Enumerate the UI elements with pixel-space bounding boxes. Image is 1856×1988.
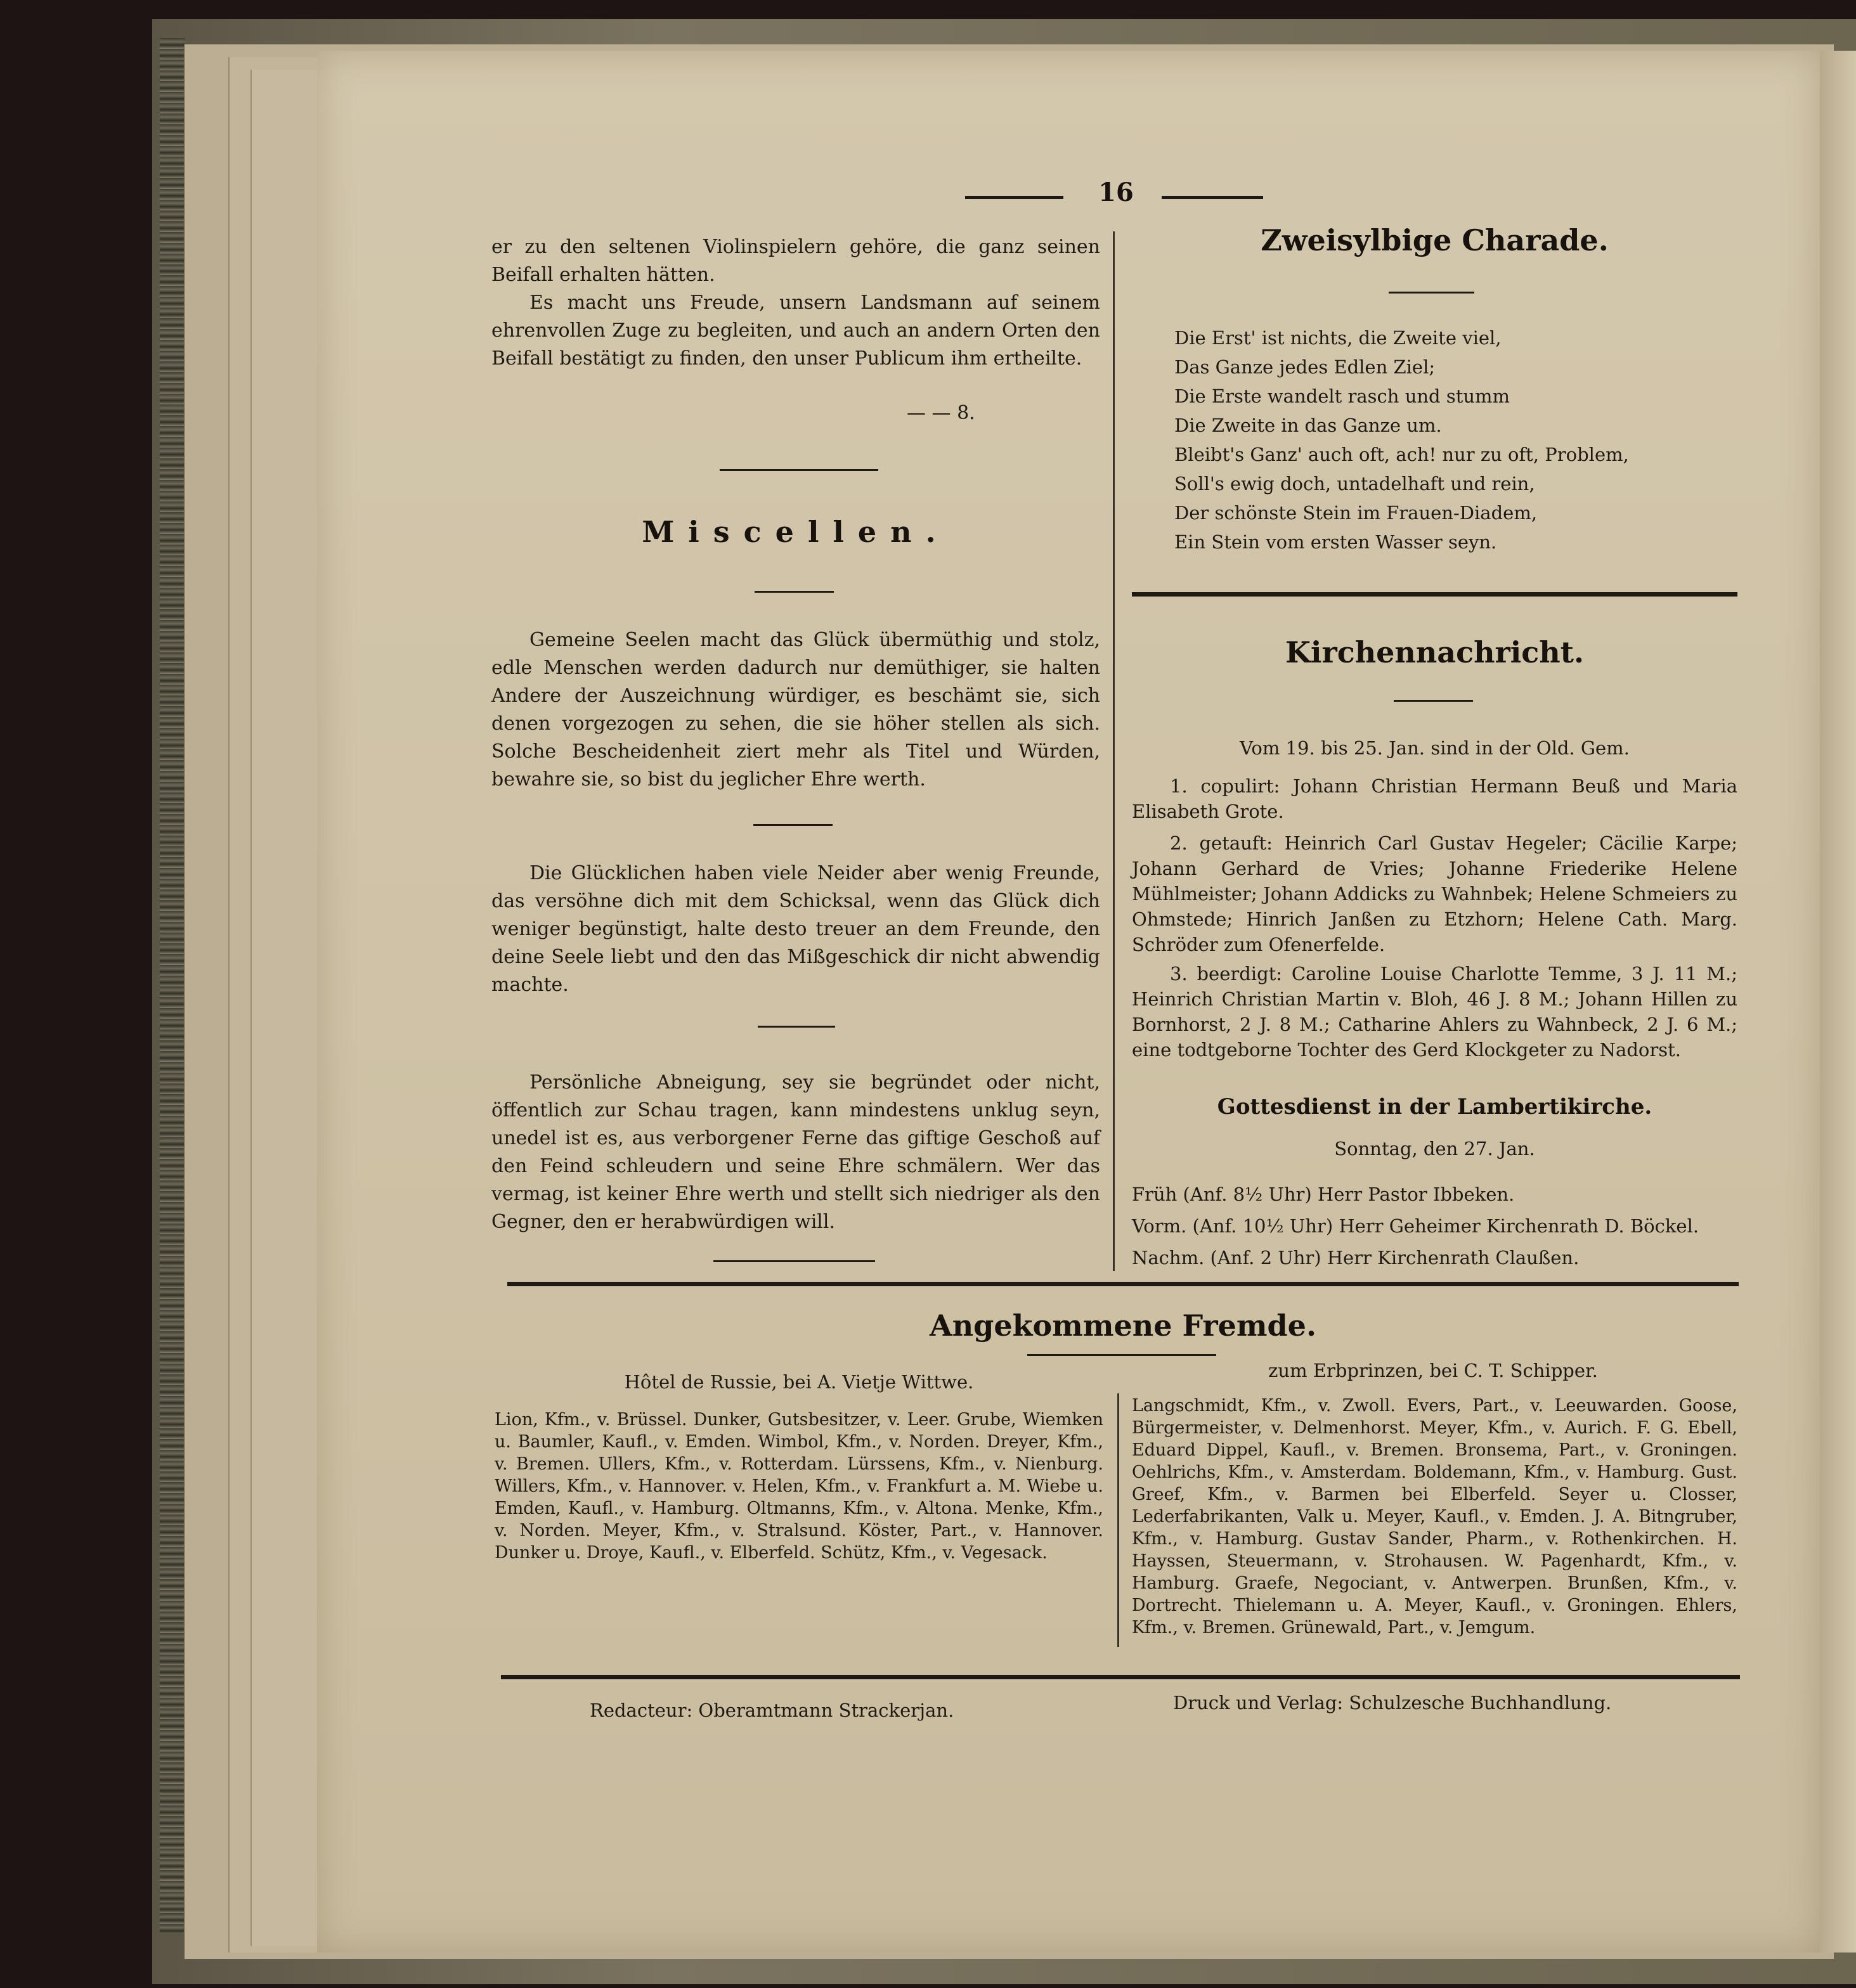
miscellen-heading: Miscellen. [642, 515, 950, 549]
kirchen-intro: Vom 19. bis 25. Jan. sind in der Old. Gem. [1240, 737, 1630, 759]
gottesdienst-date: Sonntag, den 27. Jan. [1334, 1138, 1535, 1159]
kirchen-entry-copulirt: 1. copulirt: Johann Christian Hermann Beuß und Maria Elisabeth Grote. [1132, 775, 1737, 822]
fremde-top-divider [507, 1282, 1739, 1286]
misc-paragraph-2: Die Glücklichen haben viele Neider aber wenig Freunde, das versöhne dich mit dem Schicksal, wenn das Glück dich weniger begünstigt, halte desto treuer an dem Freunde, den deine Seele liebt und den das Mißgeschick dir nicht abwendig machte. [491, 862, 1100, 996]
paragraph-separator [758, 1026, 835, 1028]
heading-underline [755, 591, 834, 593]
charade-line: Die Zweite in das Ganze um. [1174, 415, 1442, 436]
erbprinzen-guests: Langschmidt, Kfm., v. Zwoll. Evers, Part., v. Leeuwarden. Goose, Bürgermeister, v. Delmenhorst. Meyer, Kfm., v. Aurich. F. G. Ebell, Eduard Dippel, Kaufl., v. Bremen. Bronsema, Part., v. Groningen. Oehlrichs, Kfm., v. Amsterdam. Boldemann, Kfm., v. Hamburg. Gust. Greef, Kfm., v. Barmen bei Elberfeld. Seyer u. Closser, Lederfabrikanten, Valk u. Meyer, Kaufl., v. Emden. J. A. Bitngruber, Kfm., v. Hamburg. Gustav Sander, Pharm., v. Rothenkirchen. H. Hayssen, Steuermann, v. Strohausen. W. Pagenhardt, Kfm., v. Hamburg. Graefe, Negociant, v. Antwerpen. Brunßen, Kfm., v. Dortrecht. Thielemann u. A. Meyer, Kaufl., v. Groningen. Ehlers, Kfm., v. Bremen. Grünewald, Part., v. Jemgum. [1132, 1396, 1737, 1637]
charade-line: Der schönste Stein im Frauen-Diadem, [1174, 502, 1538, 524]
service-early: Früh (Anf. 8½ Uhr) Herr Pastor Ibbeken. [1132, 1184, 1515, 1205]
article-signature: — — 8. [907, 402, 975, 424]
charade-line: Die Erst' ist nichts, die Zweite viel, [1174, 327, 1502, 349]
misc-paragraph-3: Persönliche Abneigung, sey sie begründet oder nicht, öffentlich zur Schau tragen, kann mindestens unklug seyn, unedel ist es, aus verborgener Ferne das giftige Geschoß auf den Feind schleudern und seine Ehre schmälern. Wer das vermag, ist keiner Ehre werth und stellt sich niedriger als den Gegner, den er herabwürdigen will. [491, 1071, 1100, 1233]
section-divider-thick [1132, 592, 1737, 597]
page-number: 16 [1098, 178, 1134, 207]
hotel-russie-guests: Lion, Kfm., v. Brüssel. Dunker, Gutsbesitzer, v. Leer. Grube, Wiemken u. Baumler, Kaufl., v. Emden. Wimbol, Kfm., v. Norden. Dreyer, Kfm., v. Bremen. Ullers, Kfm., v. Rotterdam. Lürssens, Kfm., v. Nienburg. Willers, Kfm., v. Hannover. v. Helen, Kfm., v. Frankfurt a. M. Wiebe u. Emden, Kaufl., v. Hamburg. Oltmanns, Kfm., v. Altona. Menke, Kfm., v. Norden. Meyer, Kfm., v. Stralsund. Köster, Part., v. Hannover. Dunker u. Droye, Kaufl., v. Elberfeld. Schütz, Kfm., v. Vegesack. [495, 1410, 1103, 1563]
heading-underline [1394, 700, 1473, 702]
service-afternoon: Nachm. (Anf. 2 Uhr) Herr Kirchenrath Claußen. [1132, 1247, 1580, 1268]
charade-line: Bleibt's Ganz' auch oft, ach! nur zu oft, Problem, [1174, 444, 1629, 465]
page-gutter [1820, 51, 1856, 1952]
column-divider [1113, 231, 1115, 1271]
gottesdienst-heading: Gottesdienst in der Lambertikirche. [1217, 1094, 1652, 1120]
service-morning: Vorm. (Anf. 10½ Uhr) Herr Geheimer Kirchenrath D. Böckel. [1132, 1215, 1699, 1237]
hotel-russie-subheading: Hôtel de Russie, bei A. Vietje Wittwe. [624, 1371, 974, 1393]
paragraph-separator [753, 824, 833, 826]
heading-underline [1389, 292, 1474, 294]
editor-credit: Redacteur: Oberamtmann Strackerjan. [590, 1700, 954, 1721]
charade-line: Die Erste wandelt rasch und stumm [1174, 385, 1510, 407]
charade-line: Ein Stein vom ersten Wasser seyn. [1174, 531, 1497, 553]
marbled-edge [160, 38, 185, 1933]
fremde-heading: Angekommene Fremde. [930, 1308, 1316, 1343]
header-rule-right [1162, 196, 1263, 199]
charade-line: Soll's ewig doch, untadelhaft und rein, [1174, 473, 1535, 494]
section-rule [720, 469, 878, 471]
kirchen-entry-beerdigt: 3. beerdigt: Caroline Louise Charlotte Temme, 3 J. 11 M.; Heinrich Christian Martin v. Bloh, 46 J. 8 M.; Johann Hillen zu Bornhorst, 2 J. 8 M.; Catharine Ahlers zu Wahnbeck, 2 J. 6 M.; eine todtgeborne Tochter des Gerd Klockgeter zu Nadorst. [1132, 963, 1737, 1061]
charade-heading: Zweisylbige Charade. [1261, 223, 1609, 257]
heading-underline [1027, 1354, 1216, 1356]
misc-paragraph-1: Gemeine Seelen macht das Glück übermüthig und stolz, edle Menschen werden dadurch nur demüthiger, sie halten Andere der Auszeichnung würdiger, es beschämt sie, sich denen vorgezogen zu sehen, die sie höher stellen als sich. Solche Bescheidenheit ziert mehr als Titel und Würden, bewahre sie, so bist du jeglicher Ehre werth. [491, 629, 1100, 791]
kirchen-entry-getauft: 2. getauft: Heinrich Carl Gustav Hegeler; Cäcilie Karpe; Johann Gerhard de Vries; Johanne Friederike Helene Mühlmeister; Johann Addicks zu Wahnbek; Helene Schmeiers zu Ohmstede; Hinrich Janßen zu Etzhorn; Helene Cath. Marg. Schröder zum Ofenerfelde. [1132, 832, 1737, 955]
publisher-credit: Druck und Verlag: Schulzesche Buchhandlung. [1173, 1692, 1612, 1714]
charade-line: Das Ganze jedes Edlen Ziel; [1174, 356, 1436, 378]
kirchennachricht-heading: Kirchennachricht. [1285, 635, 1584, 669]
header-rule-left [965, 196, 1063, 199]
footer-rule [501, 1675, 1740, 1679]
section-rule [713, 1260, 875, 1262]
fremde-column-divider [1117, 1393, 1119, 1647]
erbprinzen-subheading: zum Erbprinzen, bei C. T. Schipper. [1268, 1360, 1598, 1381]
carryover-text: er zu den seltenen Violinspielern gehöre, die ganz seinen Beifall erhalten hätten. Es macht uns Freude, unsern Landsmann auf seinem ehrenvollen Zuge zu begleiten, und auch an andern Orten den Beifall bestätigt zu finden, den unser Publicum ihm ertheilte. [491, 236, 1100, 370]
